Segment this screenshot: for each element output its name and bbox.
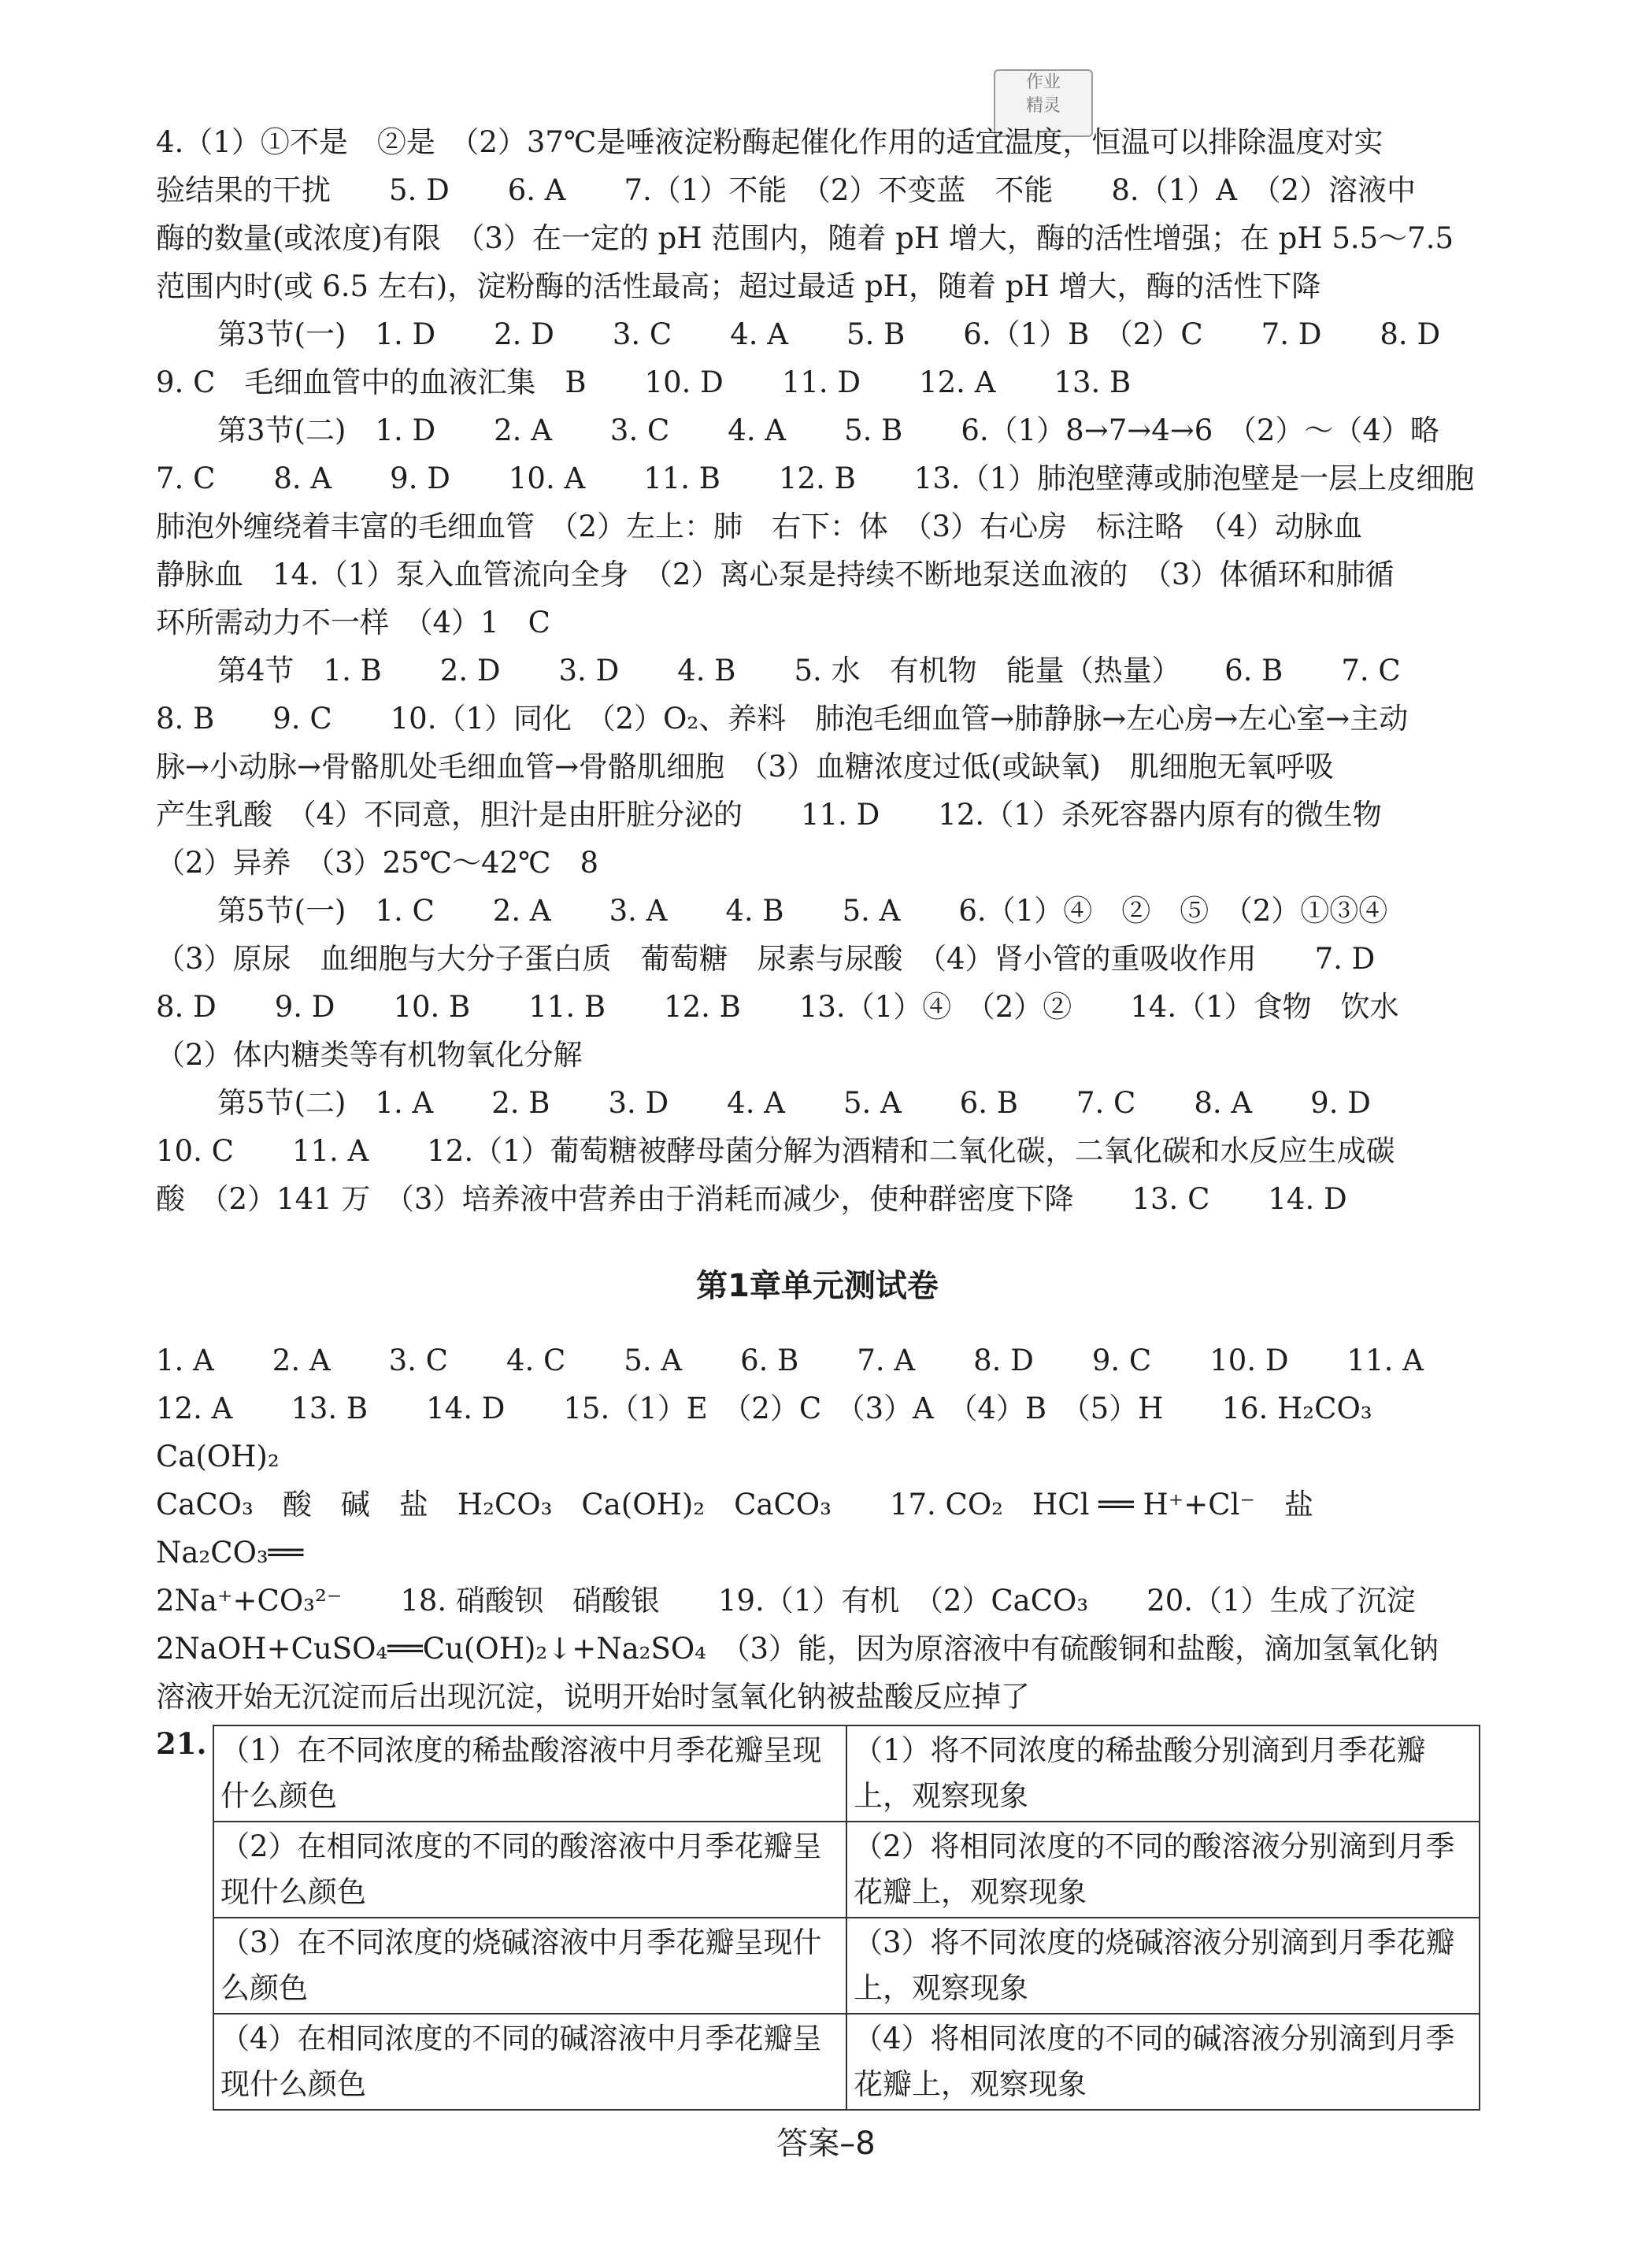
text-line: 酸 （2）141 万 （3）培养液中营养由于消耗而减少，使种群密度下降 13. C 14. D [156, 1182, 1347, 1216]
table-cell: （4）在相同浓度的不同的碱溶液中月季花瓣呈现什么颜色 [213, 2014, 846, 2110]
text-line: （2）异养 （3）25℃～42℃ 8 [156, 846, 599, 880]
section-heading-line: 第3节(二) 1. D 2. A 3. C 4. A 5. B 6.（1）8→7→4→6 （2）～（4）略 [217, 413, 1439, 447]
text-line: 产生乳酸 （4）不同意，胆汁是由肝脏分泌的 11. D 12.（1）杀死容器内原有的微生物 [156, 798, 1382, 832]
text-line: 脉→小动脉→骨骼肌处毛细血管→骨骼肌细胞 （3）血糖浓度过低(或缺氧) 肌细胞无氧呼吸 [156, 750, 1334, 784]
text-line: 范围内时(或 6.5 左右)，淀粉酶的活性最高；超过最适 pH，随着 pH 增大，酶的活性下降 [156, 269, 1321, 303]
text-line: 2Na⁺+CO₃²⁻ 18. 硝酸钡 硝酸银 19.（1）有机 （2）CaCO₃ 20.（1）生成了沉淀 [156, 1584, 1416, 1618]
stamp-line-1: 作业 [1025, 72, 1061, 92]
text-line: 9. C 毛细血管中的血液汇集 B 10. D 11. D 12. A 13. B [156, 365, 1132, 399]
text-line: 验结果的干扰 5. D 6. A 7.（1）不能 （2）不变蓝 不能 8.（1）A （2）溶液中 [156, 173, 1416, 207]
text-line: 酶的数量(或浓度)有限 （3）在一定的 pH 范围内，随着 pH 增大，酶的活性增强；在 pH 5.5～7.5 [156, 221, 1454, 255]
table-row [213, 1725, 1480, 1822]
section-5-1 [156, 887, 1479, 1079]
text-line: CaCO₃ 酸 碱 盐 H₂CO₃ Ca(OH)₂ CaCO₃ 17. CO₂ HCl ══ H⁺+Cl⁻ 盐 Na₂CO₃══ [156, 1488, 1343, 1570]
question-21-number: 21. [156, 1726, 207, 1761]
section-3-2 [156, 406, 1479, 647]
chapter-test-heading: 第1章单元测试卷 [696, 1268, 939, 1304]
text-line: 静脉血 14.（1）泵入血管流向全身 （2）离心泵是持续不断地泵送血液的 （3）体循环和肺循 [156, 558, 1395, 591]
table-row [213, 2014, 1480, 2110]
chapter-test-answers [156, 1336, 1479, 1721]
answer-content [156, 118, 1479, 1721]
text-line: 2NaOH+CuSO₄══Cu(OH)₂↓+Na₂SO₄ （3）能，因为原溶液中有硫酸铜和盐酸，滴加氢氧化钠 [156, 1632, 1439, 1666]
section-5-2 [156, 1079, 1479, 1223]
text-line: （2）体内糖类等有机物氧化分解 [156, 1038, 583, 1072]
table-cell: （2）在相同浓度的不同的酸溶液中月季花瓣呈现什么颜色 [213, 1822, 846, 1918]
table-cell: （3）在不同浓度的烧碱溶液中月季花瓣呈现什么颜色 [213, 1918, 846, 2014]
text-line: 12. A 13. B 14. D 15.（1）E （2）C （3）A （4）B （5）H 16. H₂CO₃ Ca(OH)₂ [156, 1392, 1402, 1473]
section-3-1 [156, 310, 1479, 406]
section-4 [156, 647, 1479, 887]
text-line: 8. D 9. D 10. B 11. B 12. B 13.（1）④ （2）② 14.（1）食物 饮水 [156, 990, 1399, 1024]
text-line: （3）原尿 血细胞与大分子蛋白质 葡萄糖 尿素与尿酸 （4）肾小管的重吸收作用 7. D [156, 942, 1376, 976]
table-cell: （4）将相同浓度的不同的碱溶液分别滴到月季花瓣上，观察现象 [846, 2014, 1480, 2110]
text-line: 1. A 2. A 3. C 4. C 5. A 6. B 7. A 8. D 9. C 10. D 11. A [156, 1344, 1424, 1377]
section-heading-line: 第4节 1. B 2. D 3. D 4. B 5. 水 有机物 能量（热量） 6. B 7. C [217, 654, 1401, 688]
section-heading-line: 第5节(一) 1. C 2. A 3. A 4. B 5. A 6.（1）④ ② ⑤ （2）①③④ [217, 894, 1388, 928]
text-line: 肺泡外缠绕着丰富的毛细血管 （2）左上：肺 右下：体 （3）右心房 标注略 （4）动脉血 [156, 510, 1363, 543]
text-line: 4.（1）①不是 ②是 （2）37℃是唾液淀粉酶起催化作用的适宜温度，恒温可以排除温度对实 [156, 125, 1383, 159]
page-number: 答案–8 [776, 2126, 876, 2162]
table-row [213, 1918, 1480, 2014]
question-21-table [213, 1725, 1480, 2111]
text-line: 环所需动力不一样 （4）1 C [156, 606, 550, 639]
text-line: 8. B 9. C 10.（1）同化 （2）O₂、养料 肺泡毛细血管→肺静脉→左心房→左心室→主动 [156, 702, 1409, 736]
table-cell: （1）在不同浓度的稀盐酸溶液中月季花瓣呈现什么颜色 [213, 1725, 846, 1822]
text-line: 7. C 8. A 9. D 10. A 11. B 12. B 13.（1）肺泡壁薄或肺泡壁是一层上皮细胞 [156, 461, 1475, 495]
stamp-line-2: 精灵 [1025, 96, 1061, 116]
section-heading-line: 第5节(二) 1. A 2. B 3. D 4. A 5. A 6. B 7. C 8. A 9. D [217, 1086, 1371, 1120]
table-row [213, 1822, 1480, 1918]
block-q4-q8 [156, 118, 1479, 310]
table-cell: （2）将相同浓度的不同的酸溶液分别滴到月季花瓣上，观察现象 [846, 1822, 1480, 1918]
section-heading-line: 第3节(一) 1. D 2. D 3. C 4. A 5. B 6.（1）B （2）C 7. D 8. D [217, 317, 1441, 351]
text-line: 10. C 11. A 12.（1）葡萄糖被酵母菌分解为酒精和二氧化碳，二氧化碳和水反应生成碳 [156, 1134, 1395, 1168]
table-cell: （3）将不同浓度的烧碱溶液分别滴到月季花瓣上，观察现象 [846, 1918, 1480, 2014]
text-line: 溶液开始无沉淀而后出现沉淀，说明开始时氢氧化钠被盐酸反应掉了 [156, 1680, 1030, 1714]
table-cell: （1）将不同浓度的稀盐酸分别滴到月季花瓣上，观察现象 [846, 1725, 1480, 1822]
